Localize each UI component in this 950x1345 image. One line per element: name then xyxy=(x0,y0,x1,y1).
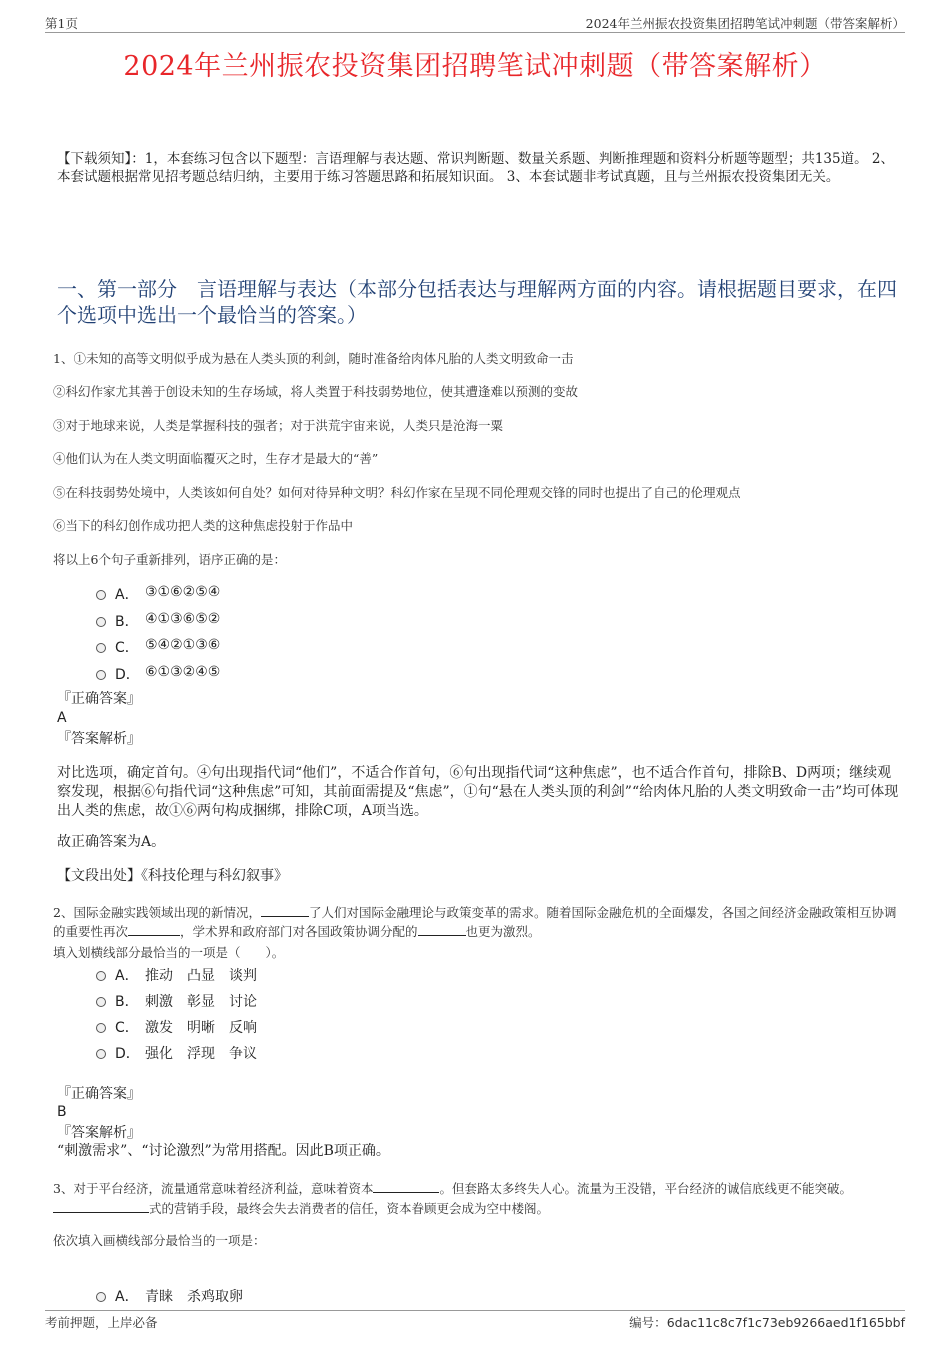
radio-icon[interactable] xyxy=(96,971,106,981)
q3-stem xyxy=(53,1179,898,1219)
document-title: 2024年兰州振农投资集团招聘笔试冲刺题（带答案解析） xyxy=(123,51,827,82)
q1-analysis-label: 『答案解析』 xyxy=(57,731,141,747)
q1-line-1: 1、①未知的高等文明似乎成为悬在人类头顶的利剑，随时准备给肉体凡胎的人类文明致命一击 xyxy=(53,351,574,366)
section-heading: 一、第一部分 言语理解与表达（本部分包括表达与理解两方面的内容。请根据题目要求，在四个选项中选出一个最恰当的答案。） xyxy=(57,277,897,327)
q3-stem-part: 3、对于平台经济，流量通常意味着经济利益，意味着资本 xyxy=(53,1181,374,1196)
q2-stem-part: 了人们对国际金融理论与政策变革的需求。随着国际金融危机的全面爆发，各国之间经济金融政策相互协调的重要性再次 xyxy=(53,905,897,939)
blank-line xyxy=(373,1180,439,1193)
footer-code-label: 编号： xyxy=(629,1315,667,1330)
q2-stem xyxy=(53,903,898,941)
radio-icon[interactable] xyxy=(96,1023,106,1033)
radio-icon[interactable] xyxy=(96,670,106,680)
option-text: 强化 浮现 争议 xyxy=(145,1046,257,1062)
radio-icon[interactable] xyxy=(96,1292,106,1302)
option-letter: D． xyxy=(115,1046,140,1062)
option-letter: B． xyxy=(115,994,139,1010)
option-text: ④①③⑥⑤② xyxy=(145,611,221,627)
header-rule xyxy=(45,32,905,33)
option-letter: C． xyxy=(115,640,139,656)
q2-stem-part: ，学术界和政府部门对各国政策协调分配的 xyxy=(180,924,418,939)
q1-line-3: ③对于地球来说，人类是掌握科技的强者；对于洪荒宇宙来说，人类只是沧海一粟 xyxy=(53,418,504,433)
q1-answer-label: 『正确答案』 xyxy=(57,691,141,707)
q2-analysis: “刺激需求”、“讨论激烈”为常用搭配。因此B项正确。 xyxy=(57,1143,390,1159)
q3-prompt: 依次填入画横线部分最恰当的一项是： xyxy=(53,1233,266,1248)
option-letter: A． xyxy=(115,1289,139,1305)
q1-line-4: ④他们认为在人类文明面临覆灭之时，生存才是最大的“善” xyxy=(53,451,379,466)
q3-stem-part: 式的营销手段，最终会失去消费者的信任，资本眷顾更会成为空中楼阁。 xyxy=(149,1201,550,1216)
option-letter: D． xyxy=(115,667,140,683)
blank-line xyxy=(261,904,309,917)
option-text: 刺激 彰显 讨论 xyxy=(145,994,257,1010)
q2-stem-part: 2、国际金融实践领域出现的新情况， xyxy=(53,905,261,920)
option-text: ⑤④②①③⑥ xyxy=(145,637,221,653)
option-letter: C． xyxy=(115,1020,139,1036)
blank-line xyxy=(53,1200,149,1213)
blank-line xyxy=(128,923,180,936)
option-text: 激发 明晰 反响 xyxy=(145,1020,257,1036)
option-letter: A． xyxy=(115,968,139,984)
footer-slogan: 考前押题，上岸必备 xyxy=(45,1315,158,1330)
q1-analysis: 对比选项，确定首句。④句出现指代词“他们”，不适合作首句，⑥句出现指代词“这种焦虑”，也不适合作首句，排除B、D两项；继续观察发现，根据⑥句指代词“这种焦虑”可知，其前面需提及“焦虑”，①句“悬在人类头顶的利剑”“给肉体凡胎的人类文明致命一击”均可体现出人类的焦虑，故①⑥两句构成捆绑，排除C项，A项当选。 xyxy=(57,765,899,819)
option-text: 青睐 杀鸡取卵 xyxy=(145,1289,243,1305)
page-number: 第1页 xyxy=(45,16,78,31)
radio-icon[interactable] xyxy=(96,617,106,627)
option-letter: B． xyxy=(115,614,139,630)
q2-answer: B xyxy=(57,1104,67,1120)
footer-rule xyxy=(45,1310,905,1311)
radio-icon[interactable] xyxy=(96,1049,106,1059)
q1-answer: A xyxy=(57,710,67,726)
q1-line-5: ⑤在科技弱势处境中，人类该如何自处？如何对待异种文明？科幻作家在呈现不同伦理观交锋的同时也提出了自己的伦理观点 xyxy=(53,485,741,500)
q3-stem-part: 。但套路太多终失人心。流量为王没错，平台经济的诚信底线更不能突破。 xyxy=(439,1181,852,1196)
radio-icon[interactable] xyxy=(96,590,106,600)
option-letter: A． xyxy=(115,587,139,603)
radio-icon[interactable] xyxy=(96,997,106,1007)
footer-code xyxy=(629,1313,905,1331)
footer-code-value: 6dac11c8c7f1c73eb9266aed1f165bbf xyxy=(666,1315,905,1330)
q2-stem-part: 也更为激烈。 xyxy=(465,924,541,939)
q2-answer-label: 『正确答案』 xyxy=(57,1086,141,1102)
option-text: ③①⑥②⑤④ xyxy=(145,584,221,600)
q1-line-6: ⑥当下的科幻创作成功把人类的这种焦虑投射于作品中 xyxy=(53,518,354,533)
q1-line-2: ②科幻作家尤其善于创设未知的生存场域，将人类置于科技弱势地位，使其遭逢难以预测的变故 xyxy=(53,384,579,399)
option-text: ⑥①③②④⑤ xyxy=(145,664,221,680)
header-doc-title: 2024年兰州振农投资集团招聘笔试冲刺题（带答案解析） xyxy=(585,16,905,31)
blank-line xyxy=(418,923,466,936)
q2-analysis-label: 『答案解析』 xyxy=(57,1125,141,1141)
q1-source: 【文段出处】《科技伦理与科幻叙事》 xyxy=(57,868,288,884)
q1-prompt: 将以上6个句子重新排列，语序正确的是： xyxy=(53,552,286,567)
radio-icon[interactable] xyxy=(96,643,106,653)
option-text: 推动 凸显 谈判 xyxy=(145,968,257,984)
download-notice: 【下载须知】：1，本套练习包含以下题型：言语理解与表达题、常识判断题、数量关系题、判断推理题和资料分析题等题型；共135道。 2、本套试题根据常见招考题总结归纳，主要用于练习答题思路和拓展知识面。 3、本套试题非考试真题，且与兰州振农投资集团无关。 xyxy=(57,151,894,185)
q2-prompt: 填入划横线部分最恰当的一项是（ ）。 xyxy=(53,945,285,960)
q1-conclusion: 故正确答案为A。 xyxy=(57,834,166,850)
